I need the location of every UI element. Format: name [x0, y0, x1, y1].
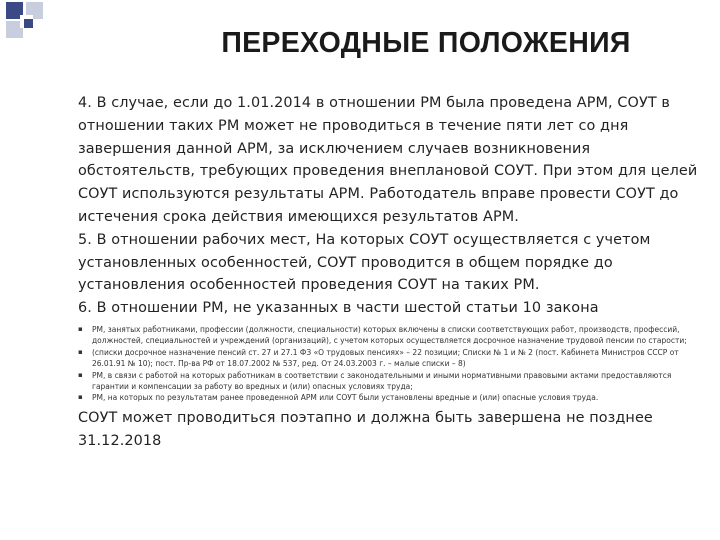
bullet-text: РМ, в связи с работой на которых работникам в соответствии с законодательными и иными нормативными правовыми актами предоставляются гарантии и компенсации за работу во вредных и (или) опасных условиях труда;: [92, 370, 672, 391]
bullet-item: [78, 324, 698, 347]
slide-content: [78, 92, 698, 452]
bullet-list: [78, 324, 698, 404]
bullet-item: [78, 392, 698, 403]
bullet-icon: ▪: [78, 370, 83, 379]
bullet-item: [78, 347, 698, 370]
conclusion-text: СОУТ может проводиться поэтапно и должна быть завершена не позднее 31.12.2018: [78, 409, 653, 449]
slide-title: ПЕРЕХОДНЫЕ ПОЛОЖЕНИЯ: [221, 27, 631, 59]
paragraph-item-4: 4. В случае, если до 1.01.2014 в отношении РМ была проведена АРМ, СОУТ в отношении таких РМ может не проводиться в течение пяти лет со дня завершения данной АРМ, за исключением случаев возникновения обстоятельств, требующих проведения внеплановой СОУТ. При этом для целей СОУТ используются результаты АРМ. Работодатель вправе провести СОУТ до истечения срока действия имеющихся результатов АРМ.: [78, 95, 698, 225]
bullet-icon: ▪: [78, 324, 83, 333]
paragraph-item-5: 5. В отношении рабочих мест, На которых СОУТ осуществляется с учетом установленных особенностей, СОУТ проводится в общем порядке до установления особенностей проведения СОУТ на таких РМ.: [78, 231, 651, 294]
bullet-text: РМ, занятых работниками, профессии (должности, специальности) которых включены в списки соответствующих работ, производств, профессий, должностей, специальностей и учреждений (организаций), с учетом которых осуществляется досрочное назначение трудовой пенсии по старости;: [92, 324, 687, 346]
bullet-icon: ▪: [78, 393, 83, 402]
bullet-text: (списки досрочное назначение пенсий ст. 27 и 27.1 ФЗ «О трудовых пенсиях» – 22 позиции; Списки № 1 и № 2 (пост. Кабинета Министров СССР от 26.01.91 № 10); пост. Пр-ва РФ от 18.07.2002 № 537, ред. От 24.03.2003 г. – малые списки – 8): [92, 347, 679, 369]
bullet-item: [78, 370, 698, 393]
bullet-text: РМ, на которых по результатам ранее проведенной АРМ или СОУТ были установлены вредные и (или) опасные условия труда.: [92, 393, 599, 403]
bullet-icon: ▪: [78, 347, 83, 356]
paragraph-item-6: 6. В отношении РМ, не указанных в части шестой статьи 10 закона: [78, 300, 599, 317]
